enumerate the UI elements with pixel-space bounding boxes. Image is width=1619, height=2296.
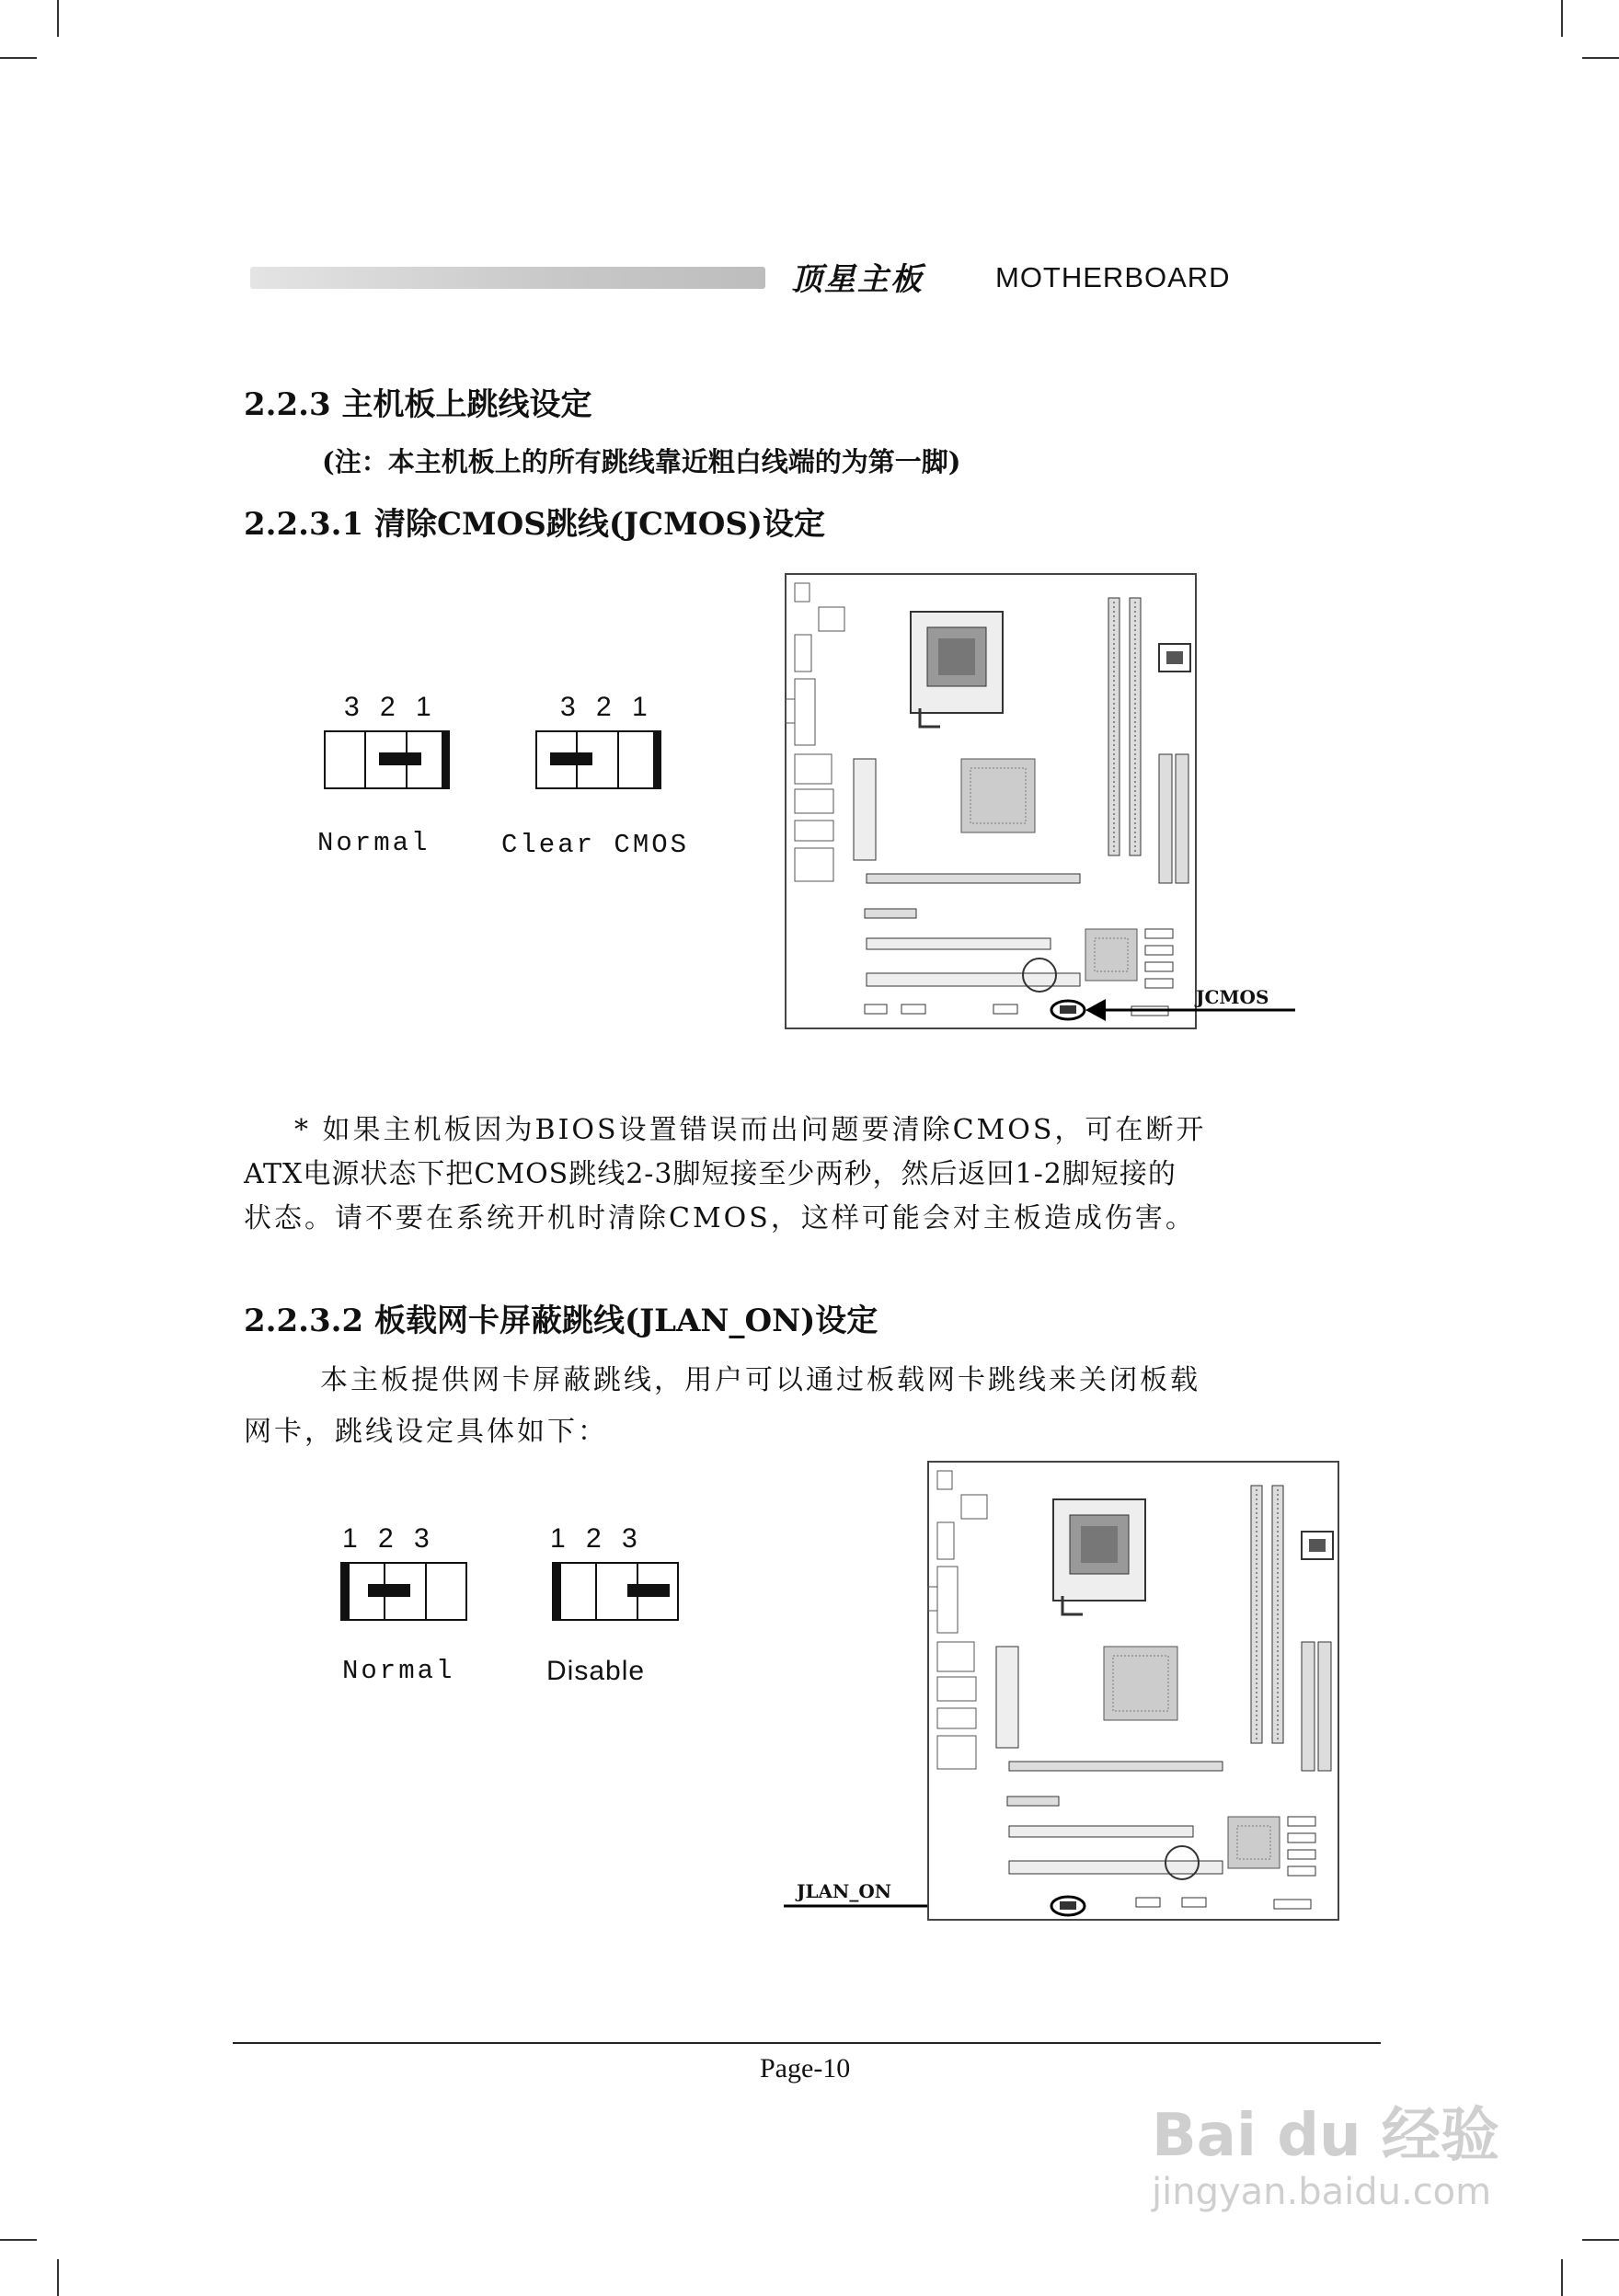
jcmos-clear-pins: 3 2 1 bbox=[560, 692, 648, 722]
crop-mark bbox=[0, 57, 37, 59]
jcmos-normal-pins: 3 2 1 bbox=[344, 692, 431, 722]
jcmos-title: 2.2.3.1 清除CMOS跳线(JCMOS)设定 bbox=[244, 506, 825, 543]
motherboard-layout-jcmos bbox=[782, 570, 1297, 1030]
jlan-desc-line-2: 网卡，跳线设定具体如下： bbox=[244, 1416, 608, 1448]
crop-mark bbox=[1582, 57, 1619, 59]
watermark-url: jingyan.baidu.com bbox=[1152, 2171, 1492, 2213]
jlan-desc-line-1: 本主板提供网卡屏蔽跳线，用户可以通过板载网卡跳线来关闭板载 bbox=[320, 1364, 1200, 1396]
brand-cn: 顶星主板 bbox=[791, 261, 924, 298]
jlan-disable-caption: Disable bbox=[546, 1656, 646, 1686]
crop-mark bbox=[1561, 2259, 1563, 2296]
jcmos-board-label: JCMOS bbox=[1196, 986, 1269, 1008]
jlan-normal-caption: Normal bbox=[342, 1656, 455, 1686]
section-note: (注：本主机板上的所有跳线靠近粗白线端的为第一脚) bbox=[322, 446, 961, 477]
jcmos-clear-caption: Clear CMOS bbox=[501, 830, 690, 860]
crop-mark bbox=[57, 0, 59, 37]
jcmos-desc-line-3: 状态。请不要在系统开机时清除CMOS，这样可能会对主板造成伤害。 bbox=[244, 1202, 1196, 1234]
jlan-title: 2.2.3.2 板载网卡屏蔽跳线(JLAN_ON)设定 bbox=[244, 1303, 878, 1339]
crop-mark bbox=[0, 2239, 37, 2241]
crop-mark bbox=[1561, 0, 1563, 37]
motherboard-layout-jlan bbox=[782, 1458, 1343, 1927]
jcmos-desc-line-1: * 如果主机板因为BIOS设置错误而出问题要清除CMOS，可在断开 bbox=[294, 1114, 1207, 1146]
jumper-graphic bbox=[535, 730, 664, 791]
jcmos-desc-line-2: ATX电源状态下把CMOS跳线2-3脚短接至少两秒，然后返回1-2脚短接的 bbox=[244, 1158, 1177, 1190]
watermark-logo-text: Bai du 经验 bbox=[1152, 2102, 1499, 2170]
jcmos-normal-caption: Normal bbox=[317, 828, 431, 858]
jlan-board-label: JLAN_ON bbox=[797, 1880, 892, 1902]
crop-mark bbox=[1582, 2239, 1619, 2241]
page-number: Page-10 bbox=[760, 2053, 851, 2084]
jlan-normal-pins: 1 2 3 bbox=[342, 1523, 430, 1554]
jumper-graphic bbox=[340, 1562, 471, 1623]
footer-rule bbox=[233, 2042, 1381, 2044]
jlan-disable-pins: 1 2 3 bbox=[550, 1523, 637, 1554]
crop-mark bbox=[57, 2259, 59, 2296]
section-title: 2.2.3 主机板上跳线设定 bbox=[244, 386, 592, 423]
brand-en: MOTHERBOARD bbox=[995, 261, 1231, 293]
header-bar bbox=[250, 267, 765, 289]
jumper-graphic bbox=[324, 730, 453, 791]
jumper-graphic bbox=[552, 1562, 683, 1623]
